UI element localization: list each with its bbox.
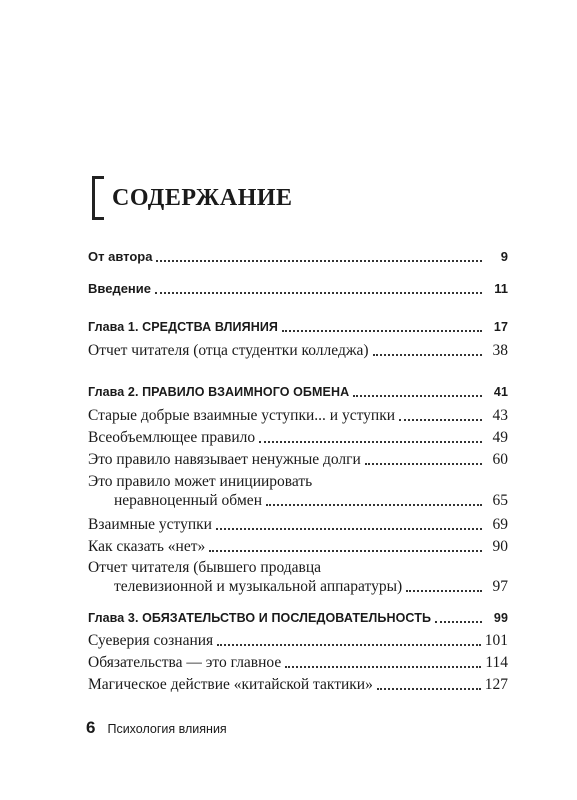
toc-entry-multiline[interactable]: Отчет читателя (бывшего продавца телевизионной и музыкальной аппаратуры) 97 bbox=[88, 559, 508, 595]
leader-dots bbox=[373, 354, 482, 356]
toc-entry-author[interactable]: От автора 9 bbox=[88, 249, 508, 264]
page-number: 6 bbox=[86, 718, 96, 737]
leader-dots bbox=[285, 666, 481, 668]
page-title: СОДЕРЖАНИЕ bbox=[112, 184, 293, 211]
leader-dots bbox=[377, 688, 481, 690]
leader-dots bbox=[217, 644, 481, 646]
toc-entry[interactable]: Всеобъемлющее правило 49 bbox=[88, 429, 508, 446]
leader-dots bbox=[353, 395, 482, 397]
toc-entry[interactable]: Обязательства — это главное 114 bbox=[88, 654, 508, 671]
leader-dots bbox=[399, 419, 482, 421]
toc-entry-chapter-1[interactable]: Глава 1. СРЕДСТВА ВЛИЯНИЯ 17 bbox=[88, 320, 508, 334]
leader-dots bbox=[266, 504, 482, 506]
leader-dots bbox=[155, 292, 482, 294]
toc-entry[interactable]: Взаимные уступки 69 bbox=[88, 516, 508, 533]
toc-entry[interactable]: Магическое действие «китайской тактики» 127 bbox=[88, 676, 508, 693]
leader-dots bbox=[406, 590, 482, 592]
toc-entry-chapter-2[interactable]: Глава 2. ПРАВИЛО ВЗАИМНОГО ОБМЕНА 41 bbox=[88, 385, 508, 399]
toc-entry[interactable]: Суеверия сознания 101 bbox=[88, 632, 508, 649]
toc-entry-chapter-3[interactable]: Глава 3. ОБЯЗАТЕЛЬСТВО И ПОСЛЕДОВАТЕЛЬНОСТЬ 99 bbox=[88, 611, 508, 625]
leader-dots bbox=[156, 260, 482, 262]
toc-heading bbox=[92, 176, 293, 220]
bracket-ornament bbox=[92, 176, 104, 220]
leader-dots bbox=[209, 550, 482, 552]
toc-entry-multiline[interactable]: Это правило может инициировать неравноценный обмен 65 bbox=[88, 473, 508, 509]
running-title: Психология влияния bbox=[107, 722, 227, 736]
leader-dots bbox=[216, 528, 482, 530]
leader-dots bbox=[435, 621, 482, 623]
toc-entry[interactable]: Старые добрые взаимные уступки... и уступки 43 bbox=[88, 407, 508, 424]
leader-dots bbox=[365, 463, 482, 465]
toc-entry[interactable]: Отчет читателя (отца студентки колледжа) 38 bbox=[88, 342, 508, 359]
page-footer bbox=[86, 718, 227, 738]
leader-dots bbox=[259, 441, 482, 443]
leader-dots bbox=[282, 330, 482, 332]
toc-entry-intro[interactable]: Введение 11 bbox=[88, 281, 508, 296]
toc-entry[interactable]: Как сказать «нет» 90 bbox=[88, 538, 508, 555]
toc-entry[interactable]: Это правило навязывает ненужные долги 60 bbox=[88, 451, 508, 468]
